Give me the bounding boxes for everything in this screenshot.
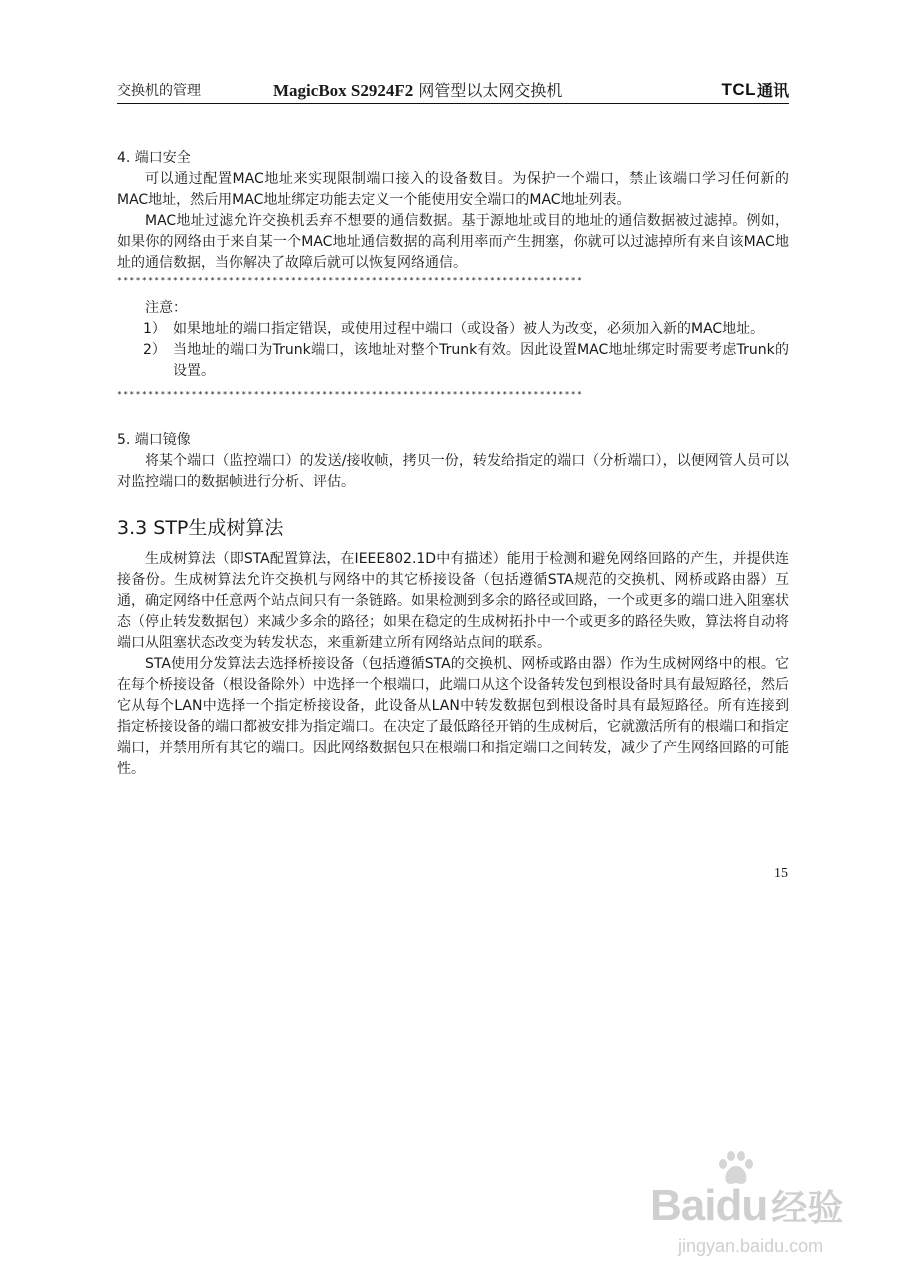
section-title-port-mirror: 5. 端口镜像 <box>117 432 191 448</box>
paragraph: STA使用分发算法去选择桥接设备（包括遵循STA的交换机、网桥或路由器）作为生成树网络中的根。它在每个桥接设备（根设备除外）中选择一个根端口，此端口从这个设备转发包到根设备时具有最短路径，然后它从每个LAN中选择一个指定桥接设备，此设备从LAN中转发数据包到根设备时具有最短路径。所有连接到指定桥接设备的端口都被安排为指定端口。在决定了最低路径开销的生成树后，它就激活所有的根端口和指定端口，并禁用所有其它的端口。因此网络数据包只在根端口和指定端口之间转发，减少了产生网络回路的可能性。 <box>117 656 789 777</box>
note-text: 当地址的端口为Trunk端口，该地址对整个Trunk有效。因此设置MAC地址绑定时需要考虑Trunk的设置。 <box>173 342 789 379</box>
separator-line: *************************************************************************** <box>117 276 584 285</box>
heading-stp: 3.3 STP生成树算法 <box>117 517 284 539</box>
watermark-brand-cn: 经验 <box>771 1187 844 1228</box>
note-number: 2） <box>143 342 166 358</box>
watermark-url: jingyan.baidu.com <box>678 1236 824 1256</box>
header-rule <box>117 103 789 104</box>
page-header <box>117 78 789 104</box>
header-title-suffix: 网管型以太网交换机 <box>413 81 563 100</box>
section-title-port-security: 4. 端口安全 <box>117 150 191 166</box>
baidu-watermark <box>640 1150 900 1270</box>
watermark-brand-bai: Bai <box>650 1181 716 1230</box>
tcl-logo <box>721 78 789 101</box>
paragraph: 可以通过配置MAC地址来实现限制端口接入的设备数目。为保护一个端口，禁止该端口学习任何新的MAC地址，然后用MAC地址绑定功能去定义一个能使用安全端口的MAC地址列表。 <box>117 171 789 208</box>
note-text: 如果地址的端口指定错误，或使用过程中端口（或设备）被人为改变，必须加入新的MAC地址。 <box>173 321 765 337</box>
header-title <box>273 78 562 101</box>
note-item <box>143 319 789 340</box>
note-number: 1） <box>143 321 166 337</box>
paragraph: 将某个端口（监控端口）的发送/接收帧，拷贝一份，转发给指定的端口（分析端口），以便网管人员可以对监控端口的数据帧进行分析、评估。 <box>117 453 789 490</box>
separator-line: *************************************************************************** <box>117 390 584 399</box>
page-number: 15 <box>774 866 788 881</box>
paragraph: MAC地址过滤允许交换机丢弃不想要的通信数据。基于源地址或目的地址的通信数据被过滤掉。例如，如果你的网络由于来自某一个MAC地址通信数据的高利用率而产生拥塞，你就可以过滤掉所有来自该MAC地址的通信数据，当你解决了故障后就可以恢复网络通信。 <box>117 213 789 271</box>
paragraph: 生成树算法（即STA配置算法，在IEEE802.1D中有描述）能用于检测和避免网络回路的产生，并提供连接备份。生成树算法允许交换机与网络中的其它桥接设备（包括遵循STA规范的交换机、网桥或路由器）互通，确定网络中任意两个站点间只有一条链路。如果检测到多余的路径或回路，一个或更多的端口进入阻塞状态（停止转发数据包）来减少多余的路径；如果在稳定的生成树拓扑中一个或更多的路径失败，算法将自动将端口从阻塞状态改变为转发状态，来重新建立所有网络站点间的联系。 <box>117 551 789 651</box>
logo-tcl-text: TCL <box>721 79 756 99</box>
note-title: 注意： <box>145 300 187 316</box>
logo-suffix-text: 通讯 <box>756 81 789 100</box>
header-chapter: 交换机的管理 <box>117 83 201 99</box>
watermark-brand <box>650 1180 843 1231</box>
page-content <box>117 148 789 780</box>
header-model: MagicBox S2924F2 <box>273 81 414 100</box>
note-item <box>143 340 789 382</box>
watermark-brand-du: du <box>715 1181 768 1230</box>
